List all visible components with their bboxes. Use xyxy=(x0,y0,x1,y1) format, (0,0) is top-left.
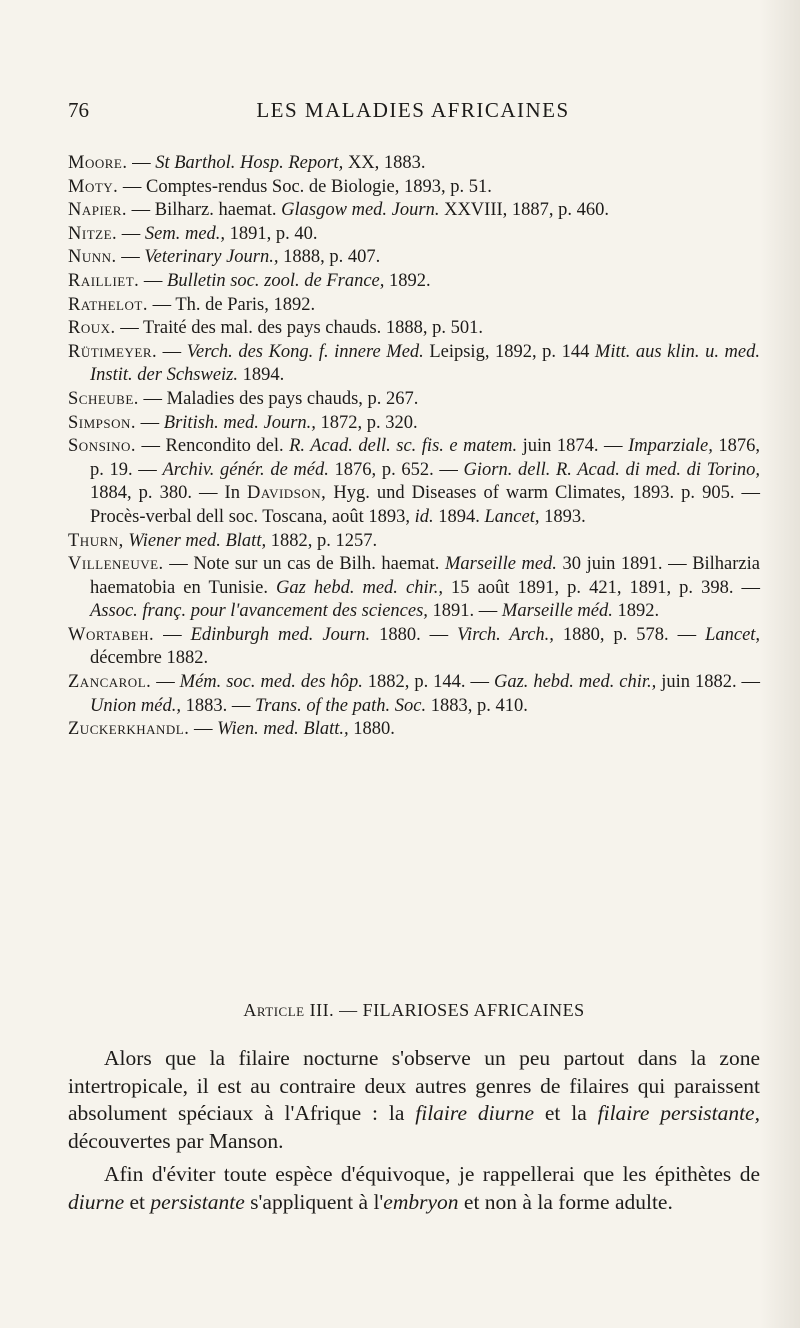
ref-author: Zuckerkhandl. xyxy=(68,719,190,740)
bibliography-list xyxy=(68,152,760,742)
article-label: Article xyxy=(243,1000,305,1020)
ref-author: Railliet. xyxy=(68,270,140,291)
reference-entry: Railliet. — Bulletin soc. zool. de France, 1892. xyxy=(68,270,431,291)
ref-author: Sonsino. xyxy=(68,436,137,457)
ref-author: Moore. xyxy=(68,153,128,173)
reference-entry: Thurn, Wiener med. Blatt, 1882, p. 1257. xyxy=(68,530,378,551)
reference-entry: Moore. — St Barthol. Hosp. Report, XX, 1883. xyxy=(68,153,426,173)
ref-author: Zancarol. xyxy=(68,672,152,693)
page-header xyxy=(68,98,758,128)
reference-entry: Sonsino. — Rencondito del. R. Acad. dell. sc. fis. e matem. juin 1874. — Imparziale, 1876, p. 19. — Archiv. génér. de méd. 1876, p. 652. — Giorn. dell. R. Acad. di med. di Torino, 1884, p. 380. — In Davidson, Hyg. und Diseases of warm Climates, 1893. p. 905. — Procès-verbal dell soc. Toscana, août 1893, id. 1894. Lancet, 1893. xyxy=(68,436,761,527)
running-title: LES MALADIES AFRICAINES xyxy=(256,98,570,122)
article-title: — FILARIOSES AFRICAINES xyxy=(339,1000,585,1020)
reference-entry: Simpson. — British. med. Journ., 1872, p. 320. xyxy=(68,412,418,433)
ref-author: Villeneuve. xyxy=(68,554,164,575)
ref-author: Nitze. xyxy=(68,223,118,244)
paragraph-2: Afin d'éviter toute espèce d'équivoque, je rappellerai que les épithètes de diurne et persistante s'appliquent à l'embryon et non à la forme adulte. xyxy=(68,1162,760,1214)
article-body xyxy=(68,1045,760,1222)
page-number: 76 xyxy=(68,98,89,122)
ref-author: Rütimeyer. xyxy=(68,341,158,362)
ref-author: Wortabeh. xyxy=(68,624,155,645)
reference-entry: Villeneuve. — Note sur un cas de Bilh. haemat. Marseille med. 30 juin 1891. — Bilharzia haematobia en Tunisie. Gaz hebd. med. chir., 15 août 1891, p. 421, 1891, p. 398. — Assoc. franç. pour l'avancement des sciences, 1891. — Marseille méd. 1892. xyxy=(68,554,760,622)
ref-author: Simpson. xyxy=(68,412,137,433)
ref-author: Moty. xyxy=(68,176,119,197)
ref-author: Nunn. xyxy=(68,247,117,268)
page-edge-shadow xyxy=(760,0,800,1328)
reference-entry: Rathelot. — Th. de Paris, 1892. xyxy=(68,294,316,315)
article-heading xyxy=(68,1000,760,1021)
ref-author: Scheube. xyxy=(68,388,139,409)
ref-author: Thurn, xyxy=(68,530,124,551)
reference-entry: Scheube. — Maladies des pays chauds, p. 267. xyxy=(68,388,419,409)
reference-entry: Moty. — Comptes-rendus Soc. de Biologie, 1893, p. 51. xyxy=(68,176,492,197)
reference-entry: Napier. — Bilharz. haemat. Glasgow med. Journ. XXVIII, 1887, p. 460. xyxy=(68,200,610,221)
reference-entry: Rütimeyer. — Verch. des Kong. f. innere Med. Leipsig, 1892, p. 144 Mitt. aus klin. u. med. Instit. der Schsweiz. 1894. xyxy=(68,341,760,386)
reference-entry: Roux. — Traité des mal. des pays chauds. 1888, p. 501. xyxy=(68,318,484,339)
paragraph-1: Alors que la filaire nocturne s'observe un peu partout dans la zone intertropicale, il est au contraire deux autres genres de filaires qui paraissent absolument spéciaux à l'Afrique : la filaire diurne et la filaire persistante, découvertes par Manson. xyxy=(68,1046,760,1153)
ref-author: Napier. xyxy=(68,200,128,221)
article-number: III. xyxy=(309,1000,335,1020)
reference-entry: Wortabeh. — Edinburgh med. Journ. 1880. — Virch. Arch., 1880, p. 578. — Lancet, décembre 1882. xyxy=(68,624,761,669)
ref-author: Roux. xyxy=(68,318,116,339)
reference-entry: Zancarol. — Mém. soc. med. des hôp. 1882, p. 144. — Gaz. hebd. med. chir., juin 1882. — Union méd., 1883. — Trans. of the path. Soc. 1883, p. 410. xyxy=(68,672,761,716)
ref-author: Rathelot. xyxy=(68,294,148,315)
reference-entry: Nitze. — Sem. med., 1891, p. 40. xyxy=(68,223,318,244)
reference-entry: Zuckerkhandl. — Wien. med. Blatt., 1880. xyxy=(68,719,395,740)
reference-entry: Nunn. — Veterinary Journ., 1888, p. 407. xyxy=(68,247,381,268)
